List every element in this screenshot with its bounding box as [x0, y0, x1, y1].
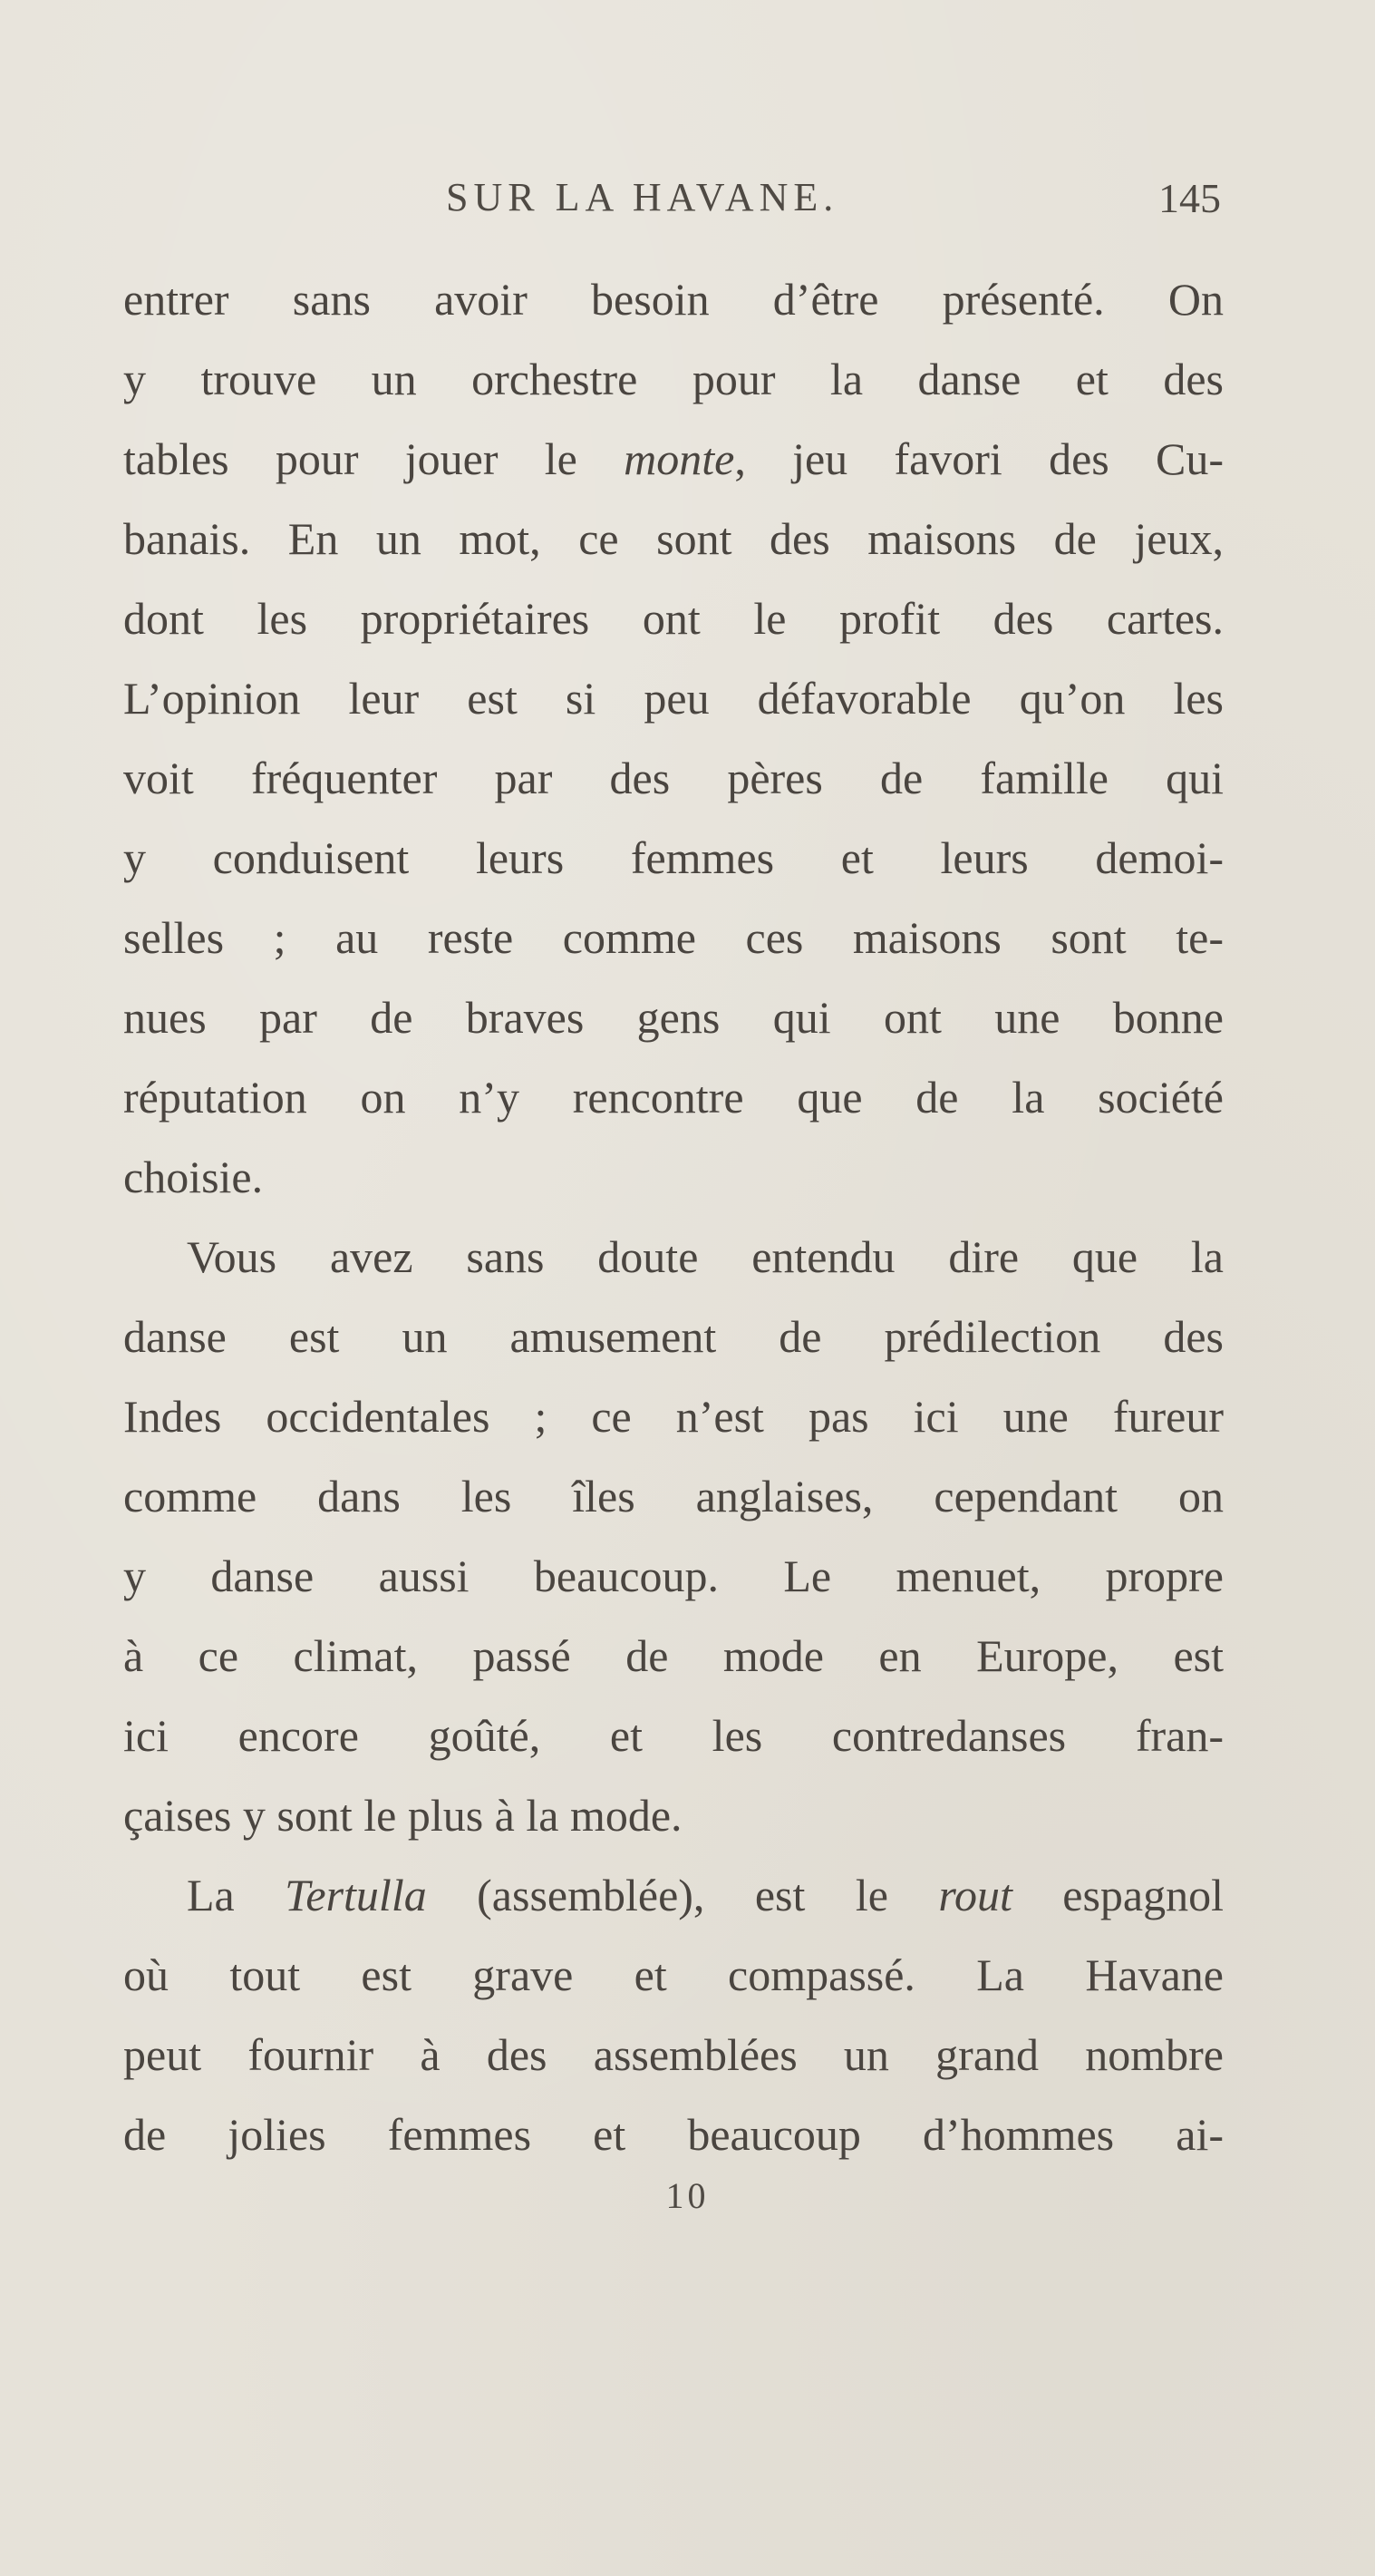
text-line: y conduisent leurs femmes et leurs demoi-: [123, 832, 1224, 883]
text-line: L’opinion leur est si peu défavorable qu’on les: [123, 673, 1224, 724]
text-line: Vous avez sans doute entendu dire que la: [187, 1231, 1224, 1282]
text-run: (assemblée), est le: [426, 1870, 939, 1920]
italic-term-rout: rout: [938, 1870, 1012, 1920]
text-line: danse est un amusement de prédilection des: [123, 1311, 1224, 1362]
text-line: [123, 1855, 1224, 1935]
text-line: à ce climat, passé de mode en Europe, est: [123, 1630, 1224, 1681]
text-line: peut fournir à des assemblées un grand nombre: [123, 2029, 1224, 2080]
text-line: selles ; au reste comme ces maisons sont te-: [123, 912, 1224, 963]
italic-term-monte: monte: [624, 433, 735, 484]
text-line: banais. En un mot, ce sont des maisons de jeux,: [123, 513, 1224, 564]
text-line: ici encore goûté, et les contredanses fran-: [123, 1710, 1224, 1761]
italic-term-tertulla: Tertulla: [285, 1870, 427, 1920]
body-text: [123, 259, 1224, 2174]
text-line: où tout est grave et compassé. La Havane: [123, 1949, 1224, 2000]
text-line: y trouve un orchestre pour la danse et des: [123, 354, 1224, 404]
text-run: , jeu favori des Cu-: [734, 433, 1224, 484]
text-line: dont les propriétaires ont le profit des cartes.: [123, 593, 1224, 644]
text-line: de jolies femmes et beaucoup d’hommes ai-: [123, 2109, 1224, 2160]
text-line: choisie.: [123, 1152, 264, 1202]
text-line: réputation on n’y rencontre que de la société: [123, 1072, 1224, 1123]
text-line: comme dans les îles anglaises, cependant on: [123, 1471, 1224, 1521]
text-line: nues par de braves gens qui ont une bonne: [123, 992, 1224, 1043]
text-line: voit fréquenter par des pères de famille qui: [123, 753, 1224, 803]
page-number: 145: [1158, 175, 1221, 221]
text-line: y danse aussi beaucoup. Le menuet, propre: [123, 1550, 1224, 1601]
text-run: espagnol: [1012, 1870, 1225, 1920]
text-line: entrer sans avoir besoin d’être présenté. On: [123, 274, 1224, 325]
text-run: tables pour jouer le: [123, 433, 625, 484]
signature-mark: 10: [665, 2175, 710, 2216]
running-title: SUR LA HAVANE.: [446, 175, 839, 219]
text-line: Indes occidentales ; ce n’est pas ici une fureur: [123, 1391, 1224, 1442]
text-run: La: [187, 1870, 286, 1920]
page-header: [0, 174, 1375, 228]
text-line: [123, 419, 1224, 499]
text-line: çaises y sont le plus à la mode.: [123, 1790, 683, 1841]
